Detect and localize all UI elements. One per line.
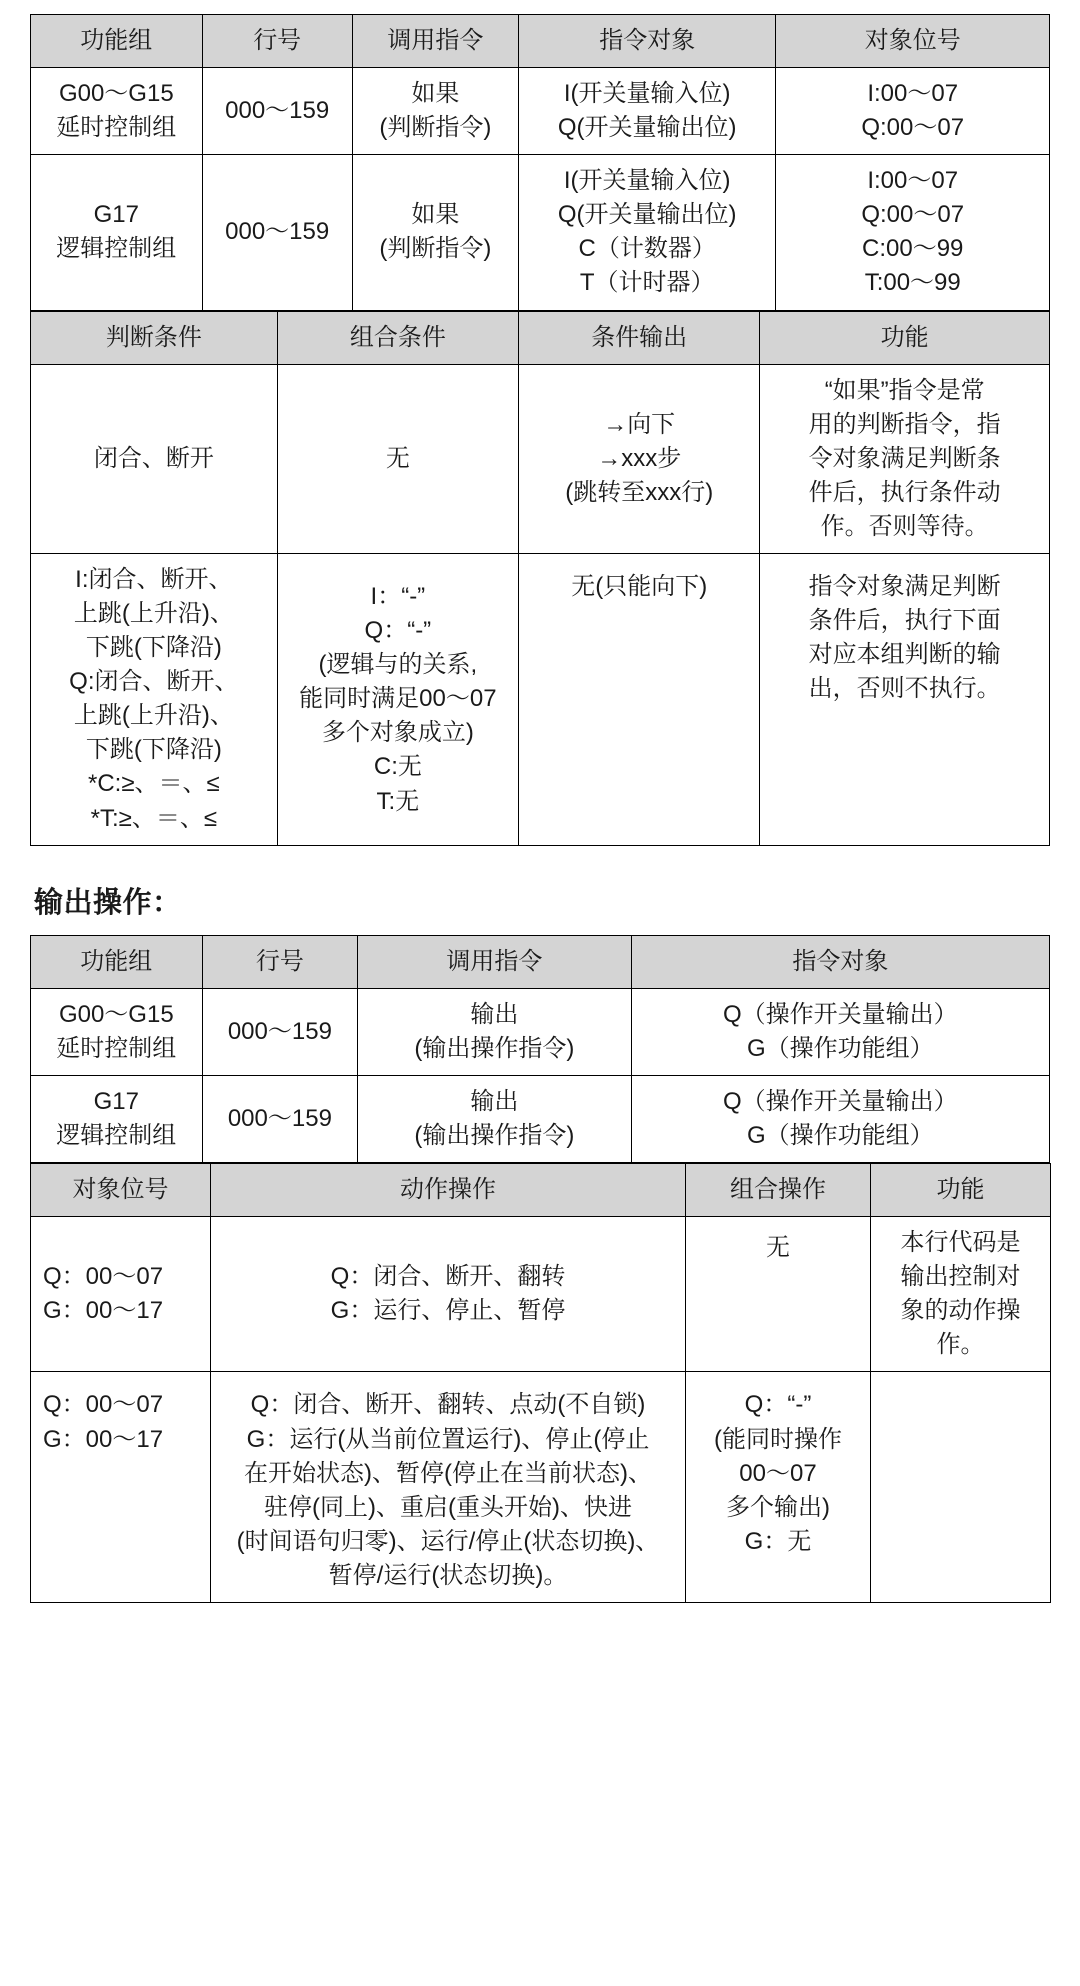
cell-func-group bbox=[31, 68, 203, 155]
text-line: 本行代码是 bbox=[900, 1229, 1021, 1257]
cell-condition bbox=[31, 364, 278, 553]
cell-function bbox=[760, 364, 1050, 553]
col-header-instruction: 调用指令 bbox=[352, 15, 518, 68]
text-line: G17 bbox=[93, 201, 139, 229]
cell-bit-no bbox=[31, 1217, 211, 1372]
text-line: G（操作功能组） bbox=[746, 1121, 934, 1149]
col-header-object: 指令对象 bbox=[519, 15, 776, 68]
text-line: 暂停/运行(状态切换)。 bbox=[328, 1561, 568, 1589]
text-line: 用的判断指令，指 bbox=[808, 410, 1001, 438]
text-line: G：运行、停止、暂停 bbox=[330, 1297, 566, 1325]
cell-function bbox=[871, 1217, 1051, 1372]
text-line: G：无 bbox=[744, 1527, 812, 1555]
text-line: I:闭合、断开、 bbox=[75, 566, 233, 594]
cell-line-no bbox=[202, 1075, 358, 1162]
cell-bit-no bbox=[31, 1372, 211, 1602]
table-row bbox=[31, 1075, 1050, 1162]
text-line: 000～159 bbox=[227, 1017, 332, 1045]
text-line: G：00～17 bbox=[43, 1425, 164, 1453]
text-line: 多个对象成立) bbox=[321, 719, 474, 747]
cell-combo-condition bbox=[277, 554, 518, 846]
text-line: 无 bbox=[766, 1234, 790, 1262]
text-line: Q（操作开关量输出） bbox=[722, 1000, 958, 1028]
text-line: 延时控制组 bbox=[56, 114, 177, 142]
col-header-line-no: 行号 bbox=[202, 15, 352, 68]
table-header-row bbox=[31, 15, 1050, 68]
table-header-row bbox=[31, 311, 1050, 364]
text-line: 在开始状态)、暂停(停止在当前状态)、 bbox=[244, 1459, 652, 1487]
text-line: 上跳(上升沿)、 bbox=[73, 702, 234, 730]
cell-condition bbox=[31, 554, 278, 846]
text-line: G00～G15 bbox=[58, 80, 174, 108]
text-line: (跳转至xxx行) bbox=[565, 478, 714, 506]
text-line: 逻辑控制组 bbox=[56, 235, 177, 263]
text-line: Q:闭合、断开、 bbox=[69, 668, 239, 696]
col-header-combo-action: 组合操作 bbox=[686, 1164, 871, 1217]
text-line: (能同时操作 bbox=[714, 1425, 842, 1453]
text-line: 000～159 bbox=[225, 218, 330, 246]
table-row bbox=[31, 1372, 1051, 1602]
text-line: Q：闭合、断开、翻转 bbox=[330, 1263, 566, 1291]
col-header-object: 指令对象 bbox=[631, 935, 1049, 988]
cell-condition-output bbox=[519, 364, 760, 553]
text-line: Q：“-” bbox=[744, 1391, 812, 1419]
text-line: (判断指令) bbox=[379, 114, 492, 142]
judgement-instruction-table bbox=[30, 14, 1050, 311]
table-row bbox=[31, 68, 1050, 155]
output-instruction-table bbox=[30, 935, 1050, 1163]
text-line: T（计时器） bbox=[579, 269, 715, 297]
cell-instruction bbox=[352, 155, 518, 310]
text-line: C（计数器） bbox=[578, 235, 716, 263]
col-header-bit-no: 对象位号 bbox=[31, 1164, 211, 1217]
text-line: 闭合、断开 bbox=[93, 444, 214, 472]
cell-function bbox=[871, 1372, 1051, 1602]
cell-function bbox=[760, 554, 1050, 846]
text-line: 无 bbox=[385, 444, 410, 472]
col-header-action: 动作操作 bbox=[211, 1164, 686, 1217]
text-line: 多个输出) bbox=[726, 1493, 830, 1521]
text-line: Q(开关量输出位) bbox=[557, 114, 737, 142]
text-line: G（操作功能组） bbox=[746, 1034, 934, 1062]
judgement-condition-table bbox=[30, 311, 1050, 846]
text-line: 无(只能向下) bbox=[571, 573, 708, 601]
table-row bbox=[31, 364, 1050, 553]
text-line: 作。 bbox=[936, 1331, 985, 1359]
cell-condition-output bbox=[519, 554, 760, 846]
cell-object bbox=[631, 1075, 1049, 1162]
text-line: 下跳(下降沿) bbox=[85, 634, 222, 662]
cell-instruction bbox=[352, 68, 518, 155]
table-row bbox=[31, 988, 1050, 1075]
text-line: C:00～99 bbox=[862, 235, 964, 263]
cell-line-no bbox=[202, 68, 352, 155]
cell-line-no bbox=[202, 988, 358, 1075]
text-line: T:00～99 bbox=[864, 269, 961, 297]
text-line: (输出操作指令) bbox=[414, 1121, 575, 1149]
text-line: →向下 bbox=[603, 410, 676, 438]
text-line: I:00～07 bbox=[867, 80, 959, 108]
cell-line-no bbox=[202, 155, 352, 310]
cell-bit-no bbox=[776, 68, 1050, 155]
table-header-row bbox=[31, 935, 1050, 988]
text-line: G17 bbox=[93, 1087, 139, 1115]
text-line: 驻停(同上)、重启(重头开始)、快进 bbox=[264, 1493, 632, 1521]
cell-object bbox=[519, 68, 776, 155]
text-line: Q：“-” bbox=[364, 617, 432, 645]
text-line: 出，否则不执行。 bbox=[808, 675, 1001, 703]
text-line: →xxx步 bbox=[597, 444, 682, 472]
cell-func-group bbox=[31, 1075, 203, 1162]
col-header-func-group: 功能组 bbox=[31, 935, 203, 988]
cell-instruction bbox=[358, 988, 632, 1075]
cell-func-group bbox=[31, 155, 203, 310]
text-line: 能同时满足00～07 bbox=[299, 685, 497, 713]
text-line: Q(开关量输出位) bbox=[557, 201, 737, 229]
text-line: 令对象满足判断条 bbox=[808, 444, 1001, 472]
text-line: I(开关量输入位) bbox=[563, 80, 731, 108]
text-line: Q:00～07 bbox=[861, 114, 965, 142]
text-line: *C:≥、＝、≤ bbox=[88, 770, 220, 798]
col-header-combo-condition: 组合条件 bbox=[277, 311, 518, 364]
cell-object bbox=[631, 988, 1049, 1075]
cell-bit-no bbox=[776, 155, 1050, 310]
text-line: I:00～07 bbox=[867, 167, 959, 195]
text-line: 延时控制组 bbox=[56, 1034, 177, 1062]
text-line: 000～159 bbox=[227, 1104, 332, 1132]
table-row bbox=[31, 1217, 1051, 1372]
text-line: 条件后，执行下面 bbox=[808, 607, 1001, 635]
text-line: G：运行(从当前位置运行)、停止(停止 bbox=[246, 1425, 650, 1453]
text-line: 如果 bbox=[411, 80, 460, 108]
text-line: 输出 bbox=[470, 1087, 519, 1115]
section-title-output-operation: 输出操作： bbox=[34, 886, 182, 919]
text-line: 件后，执行条件动 bbox=[808, 478, 1001, 506]
col-header-condition: 判断条件 bbox=[31, 311, 278, 364]
text-line: (判断指令) bbox=[379, 235, 492, 263]
text-line: “如果”指令是常 bbox=[824, 376, 985, 404]
cell-combo-action bbox=[686, 1372, 871, 1602]
text-line: 对应本组判断的输 bbox=[808, 641, 1001, 669]
col-header-condition-output: 条件输出 bbox=[519, 311, 760, 364]
text-line: G00～G15 bbox=[58, 1000, 174, 1028]
text-line: 输出 bbox=[470, 1000, 519, 1028]
text-line: 作。否则等待。 bbox=[820, 512, 989, 540]
text-line: Q：00～07 bbox=[43, 1391, 164, 1419]
text-line: 逻辑控制组 bbox=[56, 1121, 177, 1149]
col-header-function: 功能 bbox=[760, 311, 1050, 364]
cell-func-group bbox=[31, 988, 203, 1075]
col-header-function: 功能 bbox=[871, 1164, 1051, 1217]
text-line: Q:00～07 bbox=[861, 201, 965, 229]
text-line: Q：闭合、断开、翻转、点动(不自锁) bbox=[250, 1391, 646, 1419]
cell-object bbox=[519, 155, 776, 310]
text-line: (输出操作指令) bbox=[414, 1034, 575, 1062]
col-header-line-no: 行号 bbox=[202, 935, 358, 988]
text-line: I(开关量输入位) bbox=[563, 167, 731, 195]
cell-combo-condition bbox=[277, 364, 518, 553]
text-line: G：00～17 bbox=[43, 1297, 164, 1325]
table-row bbox=[31, 554, 1050, 846]
text-line: C:无 bbox=[373, 753, 422, 781]
text-line: (逻辑与的关系, bbox=[318, 651, 478, 679]
cell-instruction bbox=[358, 1075, 632, 1162]
text-line: T:无 bbox=[376, 787, 420, 815]
text-line: 如果 bbox=[411, 201, 460, 229]
table-row bbox=[31, 155, 1050, 310]
text-line: I：“-” bbox=[370, 583, 426, 611]
output-action-table bbox=[30, 1163, 1051, 1603]
text-line: *T:≥、＝、≤ bbox=[90, 804, 218, 832]
text-line: Q（操作开关量输出） bbox=[722, 1087, 958, 1115]
text-line: 指令对象满足判断 bbox=[808, 573, 1001, 601]
text-line: 000～159 bbox=[225, 97, 330, 125]
col-header-instruction: 调用指令 bbox=[358, 935, 632, 988]
text-line: 00～07 bbox=[739, 1459, 817, 1487]
text-line: 输出控制对 bbox=[900, 1263, 1021, 1291]
text-line: Q：00～07 bbox=[43, 1263, 164, 1291]
text-line: (时间语句归零)、运行/停止(状态切换)、 bbox=[236, 1527, 660, 1555]
cell-combo-action bbox=[686, 1217, 871, 1372]
table-header-row bbox=[31, 1164, 1051, 1217]
text-line: 上跳(上升沿)、 bbox=[73, 600, 234, 628]
col-header-func-group: 功能组 bbox=[31, 15, 203, 68]
text-line: 下跳(下降沿) bbox=[85, 736, 222, 764]
text-line: 象的动作操 bbox=[900, 1297, 1021, 1325]
cell-action bbox=[211, 1372, 686, 1602]
col-header-bit-no: 对象位号 bbox=[776, 15, 1050, 68]
cell-action bbox=[211, 1217, 686, 1372]
